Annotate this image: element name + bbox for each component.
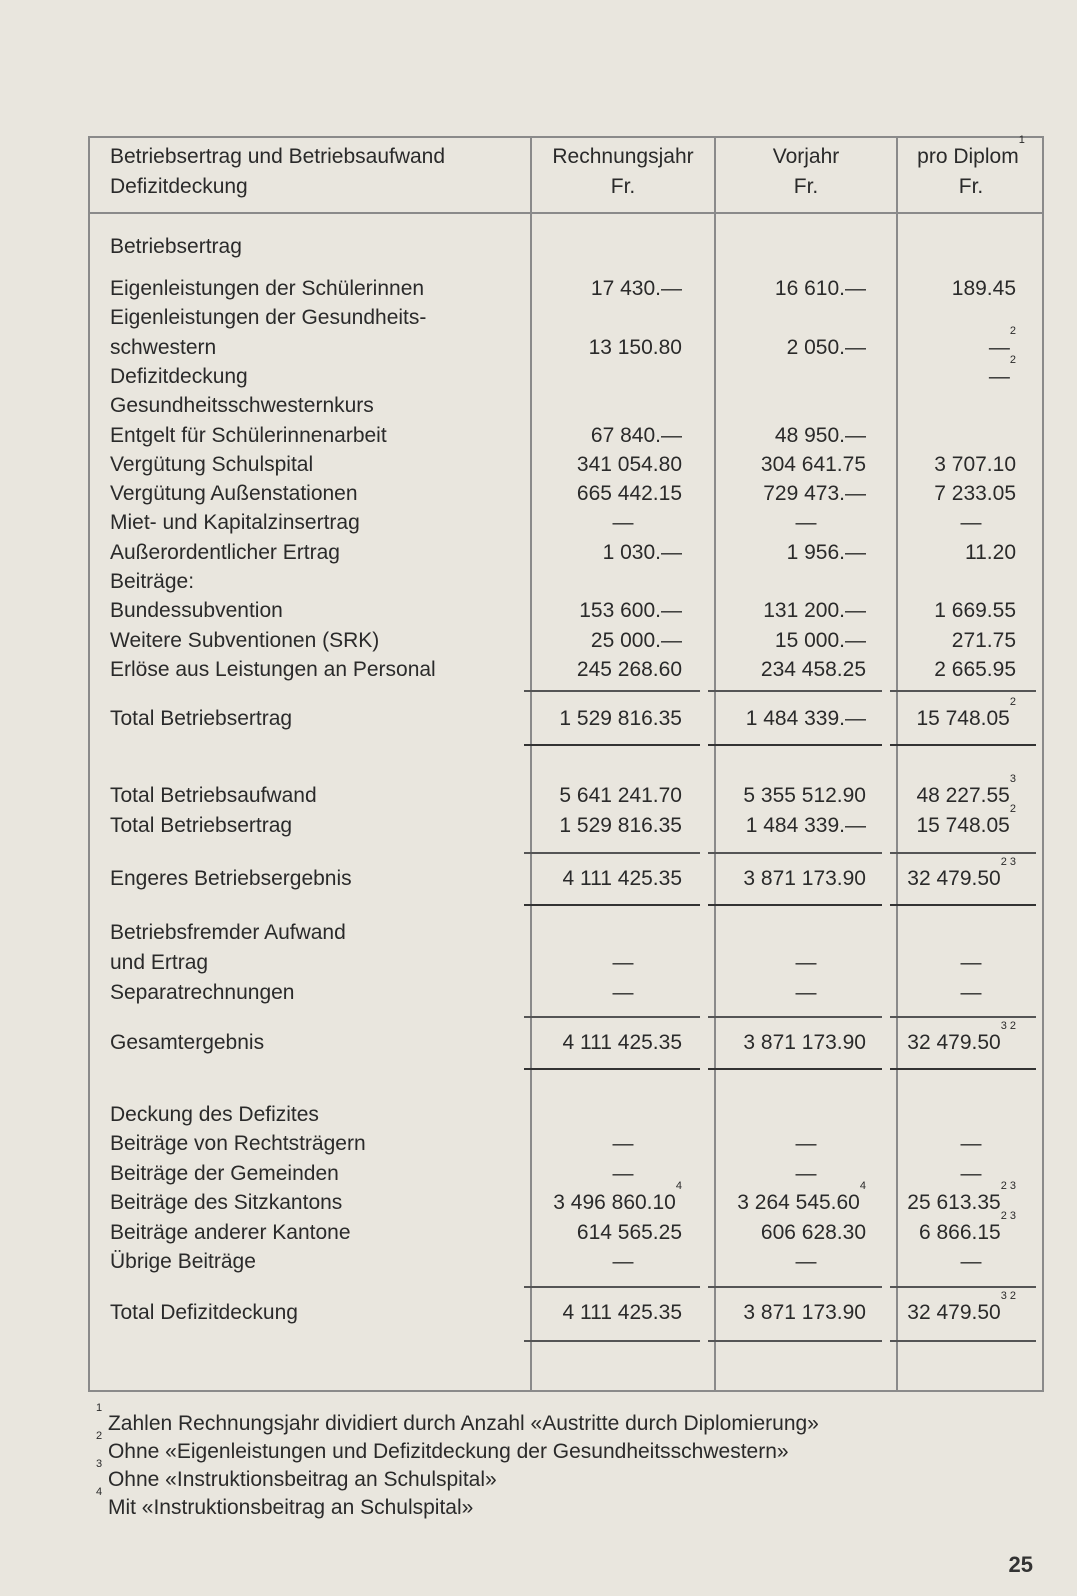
cell-text: 189.45 bbox=[951, 277, 1016, 300]
table-row bbox=[90, 918, 1042, 948]
cell-text: 15 000.— bbox=[774, 628, 866, 652]
cell-value bbox=[716, 450, 866, 480]
header-text: Fr. bbox=[610, 175, 636, 198]
row-label: Eigenleistungen der Schülerinnen bbox=[110, 277, 425, 300]
table-row bbox=[90, 1129, 1042, 1159]
cell-text: 11.20 bbox=[965, 540, 1016, 564]
header-pro-diplom bbox=[898, 134, 1044, 202]
cell-value bbox=[716, 655, 866, 685]
cell-value bbox=[532, 1180, 682, 1218]
cell-text: 25 613.35 bbox=[907, 1191, 1001, 1214]
total-rule bbox=[524, 1068, 700, 1070]
total-rule bbox=[890, 690, 1036, 692]
cell-text: 614 565.25 bbox=[576, 1220, 682, 1244]
cell-text: — bbox=[795, 981, 817, 1004]
footnote-mark: 3 bbox=[96, 1458, 103, 1470]
table-row bbox=[90, 567, 1042, 597]
row-label: und Ertrag bbox=[110, 951, 209, 974]
row-label: Betriebsfremder Aufwand bbox=[110, 921, 346, 944]
cell-text: 1 669.55 bbox=[934, 599, 1016, 623]
cell-text: 32 479.50 bbox=[907, 867, 1001, 890]
row-label: Total Betriebsertrag bbox=[110, 814, 293, 837]
footnote-text: Ohne «Instruktionsbeitrag an Schulspital» bbox=[107, 1468, 497, 1491]
row-label: Beiträge der Gemeinden bbox=[110, 1161, 339, 1185]
cell-text: — bbox=[960, 511, 982, 535]
row-label: Erlöse aus Leistungen an Personal bbox=[110, 657, 436, 681]
footnote-text: Ohne «Eigenleistungen und Defizitdeckung der Gesundheitsschwestern» bbox=[107, 1440, 789, 1463]
cell-value bbox=[716, 596, 866, 626]
cell-value bbox=[898, 655, 1016, 685]
header-rule bbox=[90, 212, 1042, 214]
total-rule bbox=[708, 1016, 882, 1018]
total-rule bbox=[708, 852, 882, 854]
cell-value bbox=[532, 948, 714, 978]
row-label: Total Betriebsaufwand bbox=[110, 784, 317, 807]
cell-value bbox=[716, 864, 866, 894]
cell-value bbox=[716, 704, 866, 734]
cell-value bbox=[898, 324, 1016, 363]
table-row bbox=[90, 626, 1042, 656]
table-row bbox=[90, 655, 1042, 685]
cell-text: — bbox=[960, 1161, 982, 1185]
cell-value bbox=[898, 508, 1044, 538]
table-row bbox=[90, 421, 1042, 451]
cell-value bbox=[716, 781, 866, 811]
table-row bbox=[90, 1247, 1042, 1277]
footnote-ref: 3 2 bbox=[1000, 1020, 1016, 1032]
table-row bbox=[90, 1209, 1042, 1248]
cell-value bbox=[532, 333, 682, 363]
cell-text: 17 430.— bbox=[590, 277, 682, 300]
cell-value bbox=[898, 773, 1016, 811]
cell-text: 15 748.05 bbox=[916, 707, 1010, 730]
cell-value bbox=[532, 1298, 682, 1328]
cell-value bbox=[898, 1129, 1044, 1159]
cell-text: — bbox=[612, 511, 634, 535]
row-label: Vergütung Außenstationen bbox=[110, 482, 358, 506]
cell-text: 1 030.— bbox=[602, 540, 682, 564]
cell-text: 3 871 173.90 bbox=[743, 1301, 866, 1324]
total-rule bbox=[524, 1340, 700, 1342]
footnote bbox=[96, 1402, 819, 1438]
cell-text: 1 956.— bbox=[786, 540, 866, 564]
cell-text: — bbox=[960, 981, 982, 1004]
footnote-ref: 3 2 bbox=[1000, 1290, 1016, 1302]
total-rule bbox=[524, 690, 700, 692]
cell-text: 3 871 173.90 bbox=[743, 1031, 866, 1054]
cell-value bbox=[716, 479, 866, 509]
header-text: Fr. bbox=[793, 175, 819, 198]
cell-value bbox=[532, 811, 682, 841]
table-row bbox=[90, 1020, 1042, 1058]
section-title-text: Deckung des Defizites bbox=[110, 1103, 319, 1126]
cell-text: 2 665.95 bbox=[934, 657, 1016, 681]
cell-text: 1 529 816.35 bbox=[559, 707, 682, 730]
cell-value bbox=[898, 450, 1016, 480]
total-rule bbox=[524, 1016, 700, 1018]
footnote bbox=[96, 1430, 819, 1466]
cell-value bbox=[716, 274, 866, 304]
cell-text: 15 748.05 bbox=[916, 814, 1010, 837]
page-number: 25 bbox=[1008, 1552, 1033, 1577]
footnote-text: Zahlen Rechnungsjahr dividiert durch Anzahl «Austritte durch Diplomierung» bbox=[107, 1412, 819, 1435]
cell-value bbox=[532, 274, 682, 304]
table-row bbox=[90, 596, 1042, 626]
header-text: Vorjahr bbox=[772, 145, 840, 168]
cell-text: 4 111 425.35 bbox=[562, 1031, 682, 1054]
cell-text: — bbox=[988, 364, 1010, 388]
cell-text: — bbox=[795, 511, 817, 535]
footnote-mark: 1 bbox=[96, 1402, 103, 1414]
cell-text: 606 628.30 bbox=[760, 1220, 866, 1244]
cell-text: 25 000.— bbox=[590, 628, 682, 652]
cell-value bbox=[716, 811, 866, 841]
table-row bbox=[90, 1180, 1042, 1218]
footnote-ref: 2 3 bbox=[1000, 1180, 1016, 1192]
cell-value bbox=[898, 1209, 1016, 1248]
cell-text: 234 458.25 bbox=[760, 657, 866, 681]
cell-value bbox=[898, 274, 1016, 304]
row-label: Total Betriebsertrag bbox=[110, 707, 293, 730]
cell-value bbox=[716, 421, 866, 451]
total-rule bbox=[708, 904, 882, 906]
row-label: Beiträge des Sitzkantons bbox=[110, 1191, 343, 1214]
cell-value bbox=[898, 538, 1016, 568]
cell-text: 7 233.05 bbox=[934, 482, 1016, 506]
cell-value bbox=[532, 1247, 714, 1277]
header-vorjahr bbox=[716, 142, 896, 202]
table-row bbox=[90, 450, 1042, 480]
table-row bbox=[90, 773, 1042, 811]
header-text: Betriebsertrag und Betriebsaufwand bbox=[110, 145, 446, 168]
footnote-ref: 2 bbox=[1009, 353, 1016, 366]
footnote-ref: 4 bbox=[859, 1180, 866, 1192]
header-label-column bbox=[110, 142, 530, 202]
cell-text: 48 227.55 bbox=[916, 784, 1010, 807]
cell-value bbox=[898, 1180, 1016, 1218]
row-label: Defizitdeckung bbox=[110, 364, 248, 388]
row-label: Gesundheitsschwesternkurs bbox=[110, 394, 374, 418]
cell-value bbox=[898, 1290, 1016, 1328]
table-row bbox=[90, 508, 1042, 538]
cell-text: — bbox=[988, 335, 1010, 359]
cell-text: 665 442.15 bbox=[576, 482, 682, 506]
cell-text: — bbox=[612, 951, 634, 974]
cell-value bbox=[716, 948, 896, 978]
cell-text: 16 610.— bbox=[774, 277, 866, 300]
footnote-ref: 2 bbox=[1009, 324, 1016, 337]
cell-text: 245 268.60 bbox=[576, 657, 682, 681]
cell-value bbox=[898, 596, 1016, 626]
total-rule bbox=[890, 904, 1036, 906]
footnote-ref: 1 bbox=[1018, 134, 1025, 146]
total-rule bbox=[524, 1286, 700, 1288]
total-rule bbox=[890, 1016, 1036, 1018]
cell-value bbox=[532, 704, 682, 734]
footnote-ref: 4 bbox=[675, 1180, 682, 1192]
footnote bbox=[96, 1458, 819, 1494]
total-rule bbox=[708, 1068, 882, 1070]
row-label: Miet- und Kapitalzinsertrag bbox=[110, 511, 360, 535]
cell-value bbox=[532, 864, 682, 894]
table-row bbox=[90, 391, 1042, 421]
cell-value bbox=[532, 596, 682, 626]
footnote-ref: 3 bbox=[1009, 773, 1016, 785]
cell-value bbox=[716, 1247, 896, 1277]
cell-value bbox=[716, 508, 896, 538]
cell-value bbox=[716, 333, 866, 363]
cell-value bbox=[532, 781, 682, 811]
cell-value bbox=[716, 1218, 866, 1248]
table-row bbox=[90, 538, 1042, 568]
table-row bbox=[90, 856, 1042, 894]
cell-text: 5 355 512.90 bbox=[743, 784, 866, 807]
total-rule bbox=[708, 1286, 882, 1288]
cell-text: 729 473.— bbox=[763, 482, 866, 506]
cell-text: 5 641 241.70 bbox=[559, 784, 682, 807]
table-row bbox=[90, 353, 1042, 392]
cell-value bbox=[898, 978, 1044, 1008]
row-label: Übrige Beiträge bbox=[110, 1250, 256, 1273]
cell-value bbox=[898, 479, 1016, 509]
cell-value bbox=[532, 479, 682, 509]
cell-text: 6 866.15 bbox=[918, 1220, 1001, 1244]
cell-text: 32 479.50 bbox=[907, 1301, 1001, 1324]
cell-text: 13 150.80 bbox=[588, 335, 682, 359]
footnote-mark: 4 bbox=[96, 1486, 103, 1498]
cell-text: 2 050.— bbox=[786, 335, 866, 359]
header-text: pro Diplom bbox=[917, 145, 1019, 168]
row-label: schwestern bbox=[110, 335, 217, 359]
cell-value bbox=[898, 856, 1016, 894]
cell-text: — bbox=[612, 1132, 634, 1155]
total-rule bbox=[708, 1340, 882, 1342]
cell-text: 67 840.— bbox=[590, 423, 682, 447]
row-label: Engeres Betriebsergebnis bbox=[110, 867, 352, 890]
cell-value bbox=[716, 1180, 866, 1218]
cell-text: 271.75 bbox=[951, 628, 1016, 652]
header-text: Defizitdeckung bbox=[110, 175, 248, 198]
cell-text: 153 600.— bbox=[579, 599, 682, 623]
cell-text: — bbox=[960, 951, 982, 974]
row-label: Separatrechnungen bbox=[110, 981, 295, 1004]
row-label: Beiträge: bbox=[110, 570, 195, 593]
footnote-ref: 2 bbox=[1009, 803, 1016, 815]
cell-text: — bbox=[612, 1161, 634, 1185]
total-rule bbox=[708, 744, 882, 746]
cell-value bbox=[532, 1129, 714, 1159]
cell-text: 131 200.— bbox=[763, 599, 866, 623]
total-rule bbox=[524, 904, 700, 906]
row-label: Bundessubvention bbox=[110, 599, 283, 623]
total-rule bbox=[890, 1068, 1036, 1070]
header-rechnungsjahr bbox=[532, 142, 714, 202]
table-row bbox=[90, 274, 1042, 304]
cell-value bbox=[532, 655, 682, 685]
cell-value bbox=[898, 1247, 1044, 1277]
table-row bbox=[90, 1290, 1042, 1328]
footnote-ref: 2 3 bbox=[1000, 1209, 1016, 1222]
cell-text: — bbox=[612, 1250, 634, 1273]
cell-text: — bbox=[960, 1250, 982, 1273]
row-label: Entgelt für Schülerinnenarbeit bbox=[110, 423, 387, 447]
table-row bbox=[90, 696, 1042, 734]
footnote-text: Mit «Instruktionsbeitrag an Schulspital» bbox=[107, 1496, 474, 1519]
cell-value bbox=[898, 1159, 1044, 1189]
row-label: Beiträge von Rechtsträgern bbox=[110, 1132, 366, 1155]
cell-text: — bbox=[795, 1250, 817, 1273]
cell-text: — bbox=[795, 951, 817, 974]
footnote bbox=[96, 1486, 819, 1522]
cell-value bbox=[716, 1298, 866, 1328]
total-rule bbox=[890, 1286, 1036, 1288]
cell-value bbox=[716, 1159, 896, 1189]
cell-value bbox=[716, 1028, 866, 1058]
cell-value bbox=[532, 538, 682, 568]
cell-text: 32 479.50 bbox=[907, 1031, 1001, 1054]
cell-text: 1 529 816.35 bbox=[559, 814, 682, 837]
cell-text: 3 871 173.90 bbox=[743, 867, 866, 890]
footnote-ref: 2 bbox=[1009, 696, 1016, 708]
table-row bbox=[90, 803, 1042, 841]
cell-text: 341 054.80 bbox=[576, 452, 682, 476]
total-rule bbox=[890, 852, 1036, 854]
cell-text: 304 641.75 bbox=[760, 452, 866, 476]
cell-value bbox=[532, 450, 682, 480]
footnote-mark: 2 bbox=[96, 1430, 103, 1442]
cell-value bbox=[898, 948, 1044, 978]
cell-text: — bbox=[612, 981, 634, 1004]
cell-value bbox=[716, 1129, 896, 1159]
table-row bbox=[90, 978, 1042, 1008]
total-rule bbox=[524, 852, 700, 854]
cell-value bbox=[532, 978, 714, 1008]
table-row bbox=[90, 1159, 1042, 1189]
cell-value bbox=[898, 803, 1016, 841]
cell-value bbox=[532, 1028, 682, 1058]
cell-value bbox=[898, 696, 1016, 734]
cell-text: 3 496 860.10 bbox=[553, 1191, 676, 1214]
footnotes bbox=[96, 1402, 819, 1522]
cell-value bbox=[532, 421, 682, 451]
cell-text: 3 264 545.60 bbox=[737, 1191, 860, 1214]
cell-value bbox=[716, 626, 866, 656]
cell-text: 4 111 425.35 bbox=[562, 1301, 682, 1324]
table-row bbox=[90, 948, 1042, 978]
header-text: Fr. bbox=[958, 175, 984, 198]
cell-text: 3 707.10 bbox=[934, 452, 1016, 476]
row-label: Beiträge anderer Kantone bbox=[110, 1220, 351, 1244]
total-rule bbox=[890, 1340, 1036, 1342]
row-label: Eigenleistungen der Gesundheits- bbox=[110, 306, 427, 330]
cell-value bbox=[898, 353, 1016, 392]
row-label: Total Defizitdeckung bbox=[110, 1301, 298, 1324]
cell-text: 48 950.— bbox=[774, 423, 866, 447]
financial-table bbox=[88, 136, 1044, 1392]
cell-text: — bbox=[960, 1132, 982, 1155]
cell-value bbox=[532, 1159, 714, 1189]
cell-value bbox=[898, 1020, 1016, 1058]
cell-value bbox=[532, 1218, 682, 1248]
total-rule bbox=[708, 690, 882, 692]
total-rule bbox=[890, 744, 1036, 746]
cell-text: — bbox=[795, 1161, 817, 1185]
row-label: Vergütung Schulspital bbox=[110, 452, 314, 476]
table-row bbox=[90, 324, 1042, 363]
total-rule bbox=[524, 744, 700, 746]
row-label: Weitere Subventionen (SRK) bbox=[110, 628, 380, 652]
table-row bbox=[90, 303, 1042, 333]
cell-text: 4 111 425.35 bbox=[562, 867, 682, 890]
cell-value bbox=[898, 626, 1016, 656]
table-row bbox=[90, 479, 1042, 509]
cell-value bbox=[716, 978, 896, 1008]
cell-text: 1 484 339.— bbox=[745, 814, 866, 837]
cell-text: 1 484 339.— bbox=[745, 707, 866, 730]
row-label: Gesamtergebnis bbox=[110, 1031, 265, 1054]
row-label: Außerordentlicher Ertrag bbox=[110, 540, 340, 564]
section-title-text: Betriebsertrag bbox=[110, 235, 242, 258]
cell-value bbox=[716, 538, 866, 568]
cell-value bbox=[532, 508, 714, 538]
footnote-ref: 2 3 bbox=[1000, 856, 1016, 868]
cell-text: — bbox=[795, 1132, 817, 1155]
header-text: Rechnungsjahr bbox=[552, 145, 694, 168]
cell-value bbox=[532, 626, 682, 656]
